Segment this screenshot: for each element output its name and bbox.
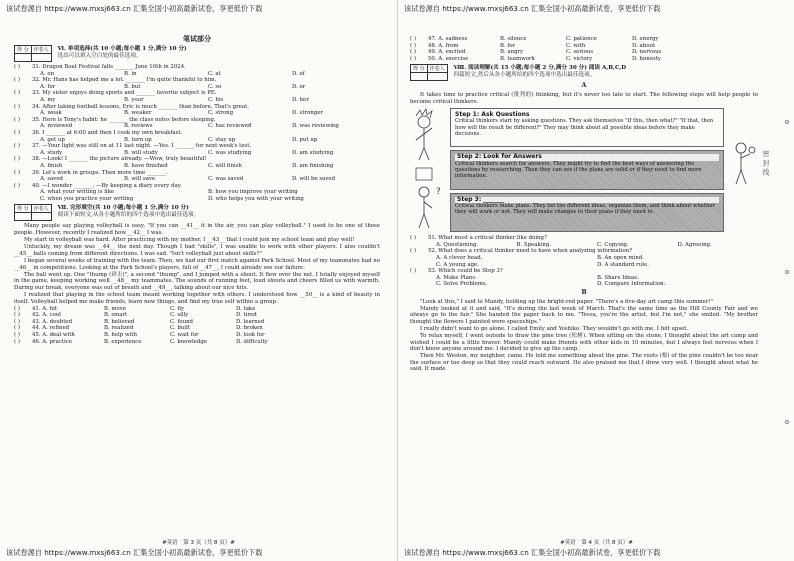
question-options [14,123,380,130]
option-choice[interactable]: B. weaker [124,110,152,117]
question-options [14,176,380,183]
section-8-title: Ⅷ. 阅读理解(共 15 小题;每小题 2 分,满分 30 分) 阅读 A,B,C,D 四篇短文,然后从各小题所给的四个选项中选出最佳选项。 [453,65,627,79]
option-choice[interactable]: A. weak [40,110,62,117]
grader-label: 评卷人 [427,65,447,73]
question-options [14,196,380,203]
answer-blank[interactable]: ( ) [14,182,20,189]
option-choice[interactable]: A. Questioning. [436,241,479,248]
option-choice[interactable]: B. silence [500,36,527,42]
option-choice[interactable]: A. Make Plans. [436,274,477,281]
grader-blank[interactable] [31,213,51,221]
answer-blank[interactable]: ( ) [410,55,416,62]
question-stem: ( ) 37. —Your light was still on at 11 last night. —Yes. I _______ for next week's test. [14,143,252,150]
option-choice[interactable]: C. fly [170,305,185,312]
passage-b-letter: B [581,288,587,296]
question-stem: ( ) 31. Dragon Boat Festival falls _______ June 10th in 2024. [14,64,186,70]
source-watermark-top-right: 该试卷源自 https://www.mxsj663.cn 汇集全国小初高最新试卷，享更低价下载 [404,4,661,13]
section-8-subtitle: 四篇短文,然后从各小题所给的四个选项中选出最佳选项。 [453,72,596,79]
cloze-options [14,306,380,346]
option-choice[interactable]: A. finish [40,162,63,169]
step-3-text: Critical thinkers make plans. They list the different ideas, organize them, and think about whether they will work or not. They will make changes to their plans if they need to. [455,203,715,216]
option-row [14,339,380,346]
option-choice[interactable]: A. study [40,149,63,156]
option-choice[interactable]: B. smart [104,312,128,319]
cloze-paragraph: Many people say playing volleyball is easy. "If you can __41__ it in the air, you can play volleyball." I used to be one of those people. However, recently I realized how __42__ I was. [14,223,380,237]
option-choice[interactable]: D. of [292,70,305,77]
option-choice[interactable]: B. but [124,83,141,90]
question-stem: ( ) 38. —Look! I _______ the picture already. —Wow, truly beautiful! [14,156,207,163]
option-choice[interactable]: C. has reviewed [208,123,252,130]
answer-blank[interactable]: ( ) [14,77,20,84]
question-options [410,281,758,288]
answer-blank[interactable]: ( ) [14,64,20,70]
option-choice[interactable]: C. strong [208,110,234,117]
binding-hole-icon [785,120,789,124]
binding-hole-icon [785,270,789,274]
grader-blank[interactable] [427,73,447,81]
option-choice[interactable]: A. for [40,83,56,90]
question-stem: ( ) 40. —I wonder _______. —By keeping a diary every day. [14,182,182,189]
answer-blank[interactable]: ( ) [14,103,20,110]
option-row [410,49,758,56]
passage-b-paragraph: Mandy looked at it and said, "It's during the last week of March. That's the same time as the Hill County Fair and we always go to the fair." She handed the paper back to me. "Tessa, you're the artist, but I'm not," she smiled. "My brother thought the flowers I painted were spaceships." [410,305,758,325]
option-choice[interactable]: A. saved [40,176,63,183]
option-choice[interactable]: D. was reviewing [292,123,339,130]
question-options [410,242,758,249]
step-2-box [450,150,724,189]
step-3-title: Step 3: _______ [455,197,719,203]
option-choice[interactable]: D. am studying [292,149,334,156]
option-choice[interactable]: C. was studying [208,149,252,156]
step-1-title: Step 1: Ask Questions [455,111,530,119]
score-blank[interactable] [15,54,32,62]
option-choice[interactable]: B. how you improve your writing [208,189,298,196]
option-choice[interactable]: D. put up [292,136,318,143]
option-choice[interactable]: B. have finished [124,162,168,169]
option-choice[interactable]: C. was saved [208,176,244,183]
option-choice[interactable]: C. silly [170,312,189,319]
option-choice[interactable]: C. built [170,325,190,332]
option-choice[interactable]: D. her [292,96,309,103]
option-choice[interactable]: A. my [40,96,56,103]
cloze-paragraph: My start in volleyball was hard. After practicing with my mother, I __43__ that I could join my school team and play well! [24,237,355,244]
option-choice[interactable]: C. at [208,70,221,77]
question-options [14,189,380,196]
answer-blank[interactable]: ( ) [14,331,20,338]
option-choice[interactable]: C. Copying. [597,241,629,248]
option-choice[interactable]: D. Compare Information. [597,281,666,288]
section-7-header [14,204,380,221]
score-box [14,204,52,221]
option-choice[interactable]: C. serious [566,49,594,56]
option-choice[interactable]: D. honesty [632,55,661,62]
option-choice[interactable]: C. so [208,83,222,90]
question-options [14,150,380,157]
option-row [410,56,758,63]
section-6-title: Ⅵ. 单项选择(共 10 小题;每小题 1 分,满分 10 分) 选出可以填入空白处的最佳选项。 [57,46,187,59]
question-options [410,262,758,269]
binding-seam [782,0,792,561]
answer-blank[interactable]: ( ) [410,49,416,56]
option-choice[interactable]: 45. A. deal with [32,331,75,338]
option-choice[interactable]: B. experience [104,338,142,345]
option-choice[interactable]: B. turn up [124,136,152,143]
passage-b-paragraph: "Look at this," I said to Mandy, holding up the bright-red paper. "There's a five-day art camp this summer!" [420,298,714,305]
answer-blank[interactable]: ( ) [14,143,20,150]
option-choice[interactable]: B. angry [500,49,524,56]
answer-blank[interactable]: ( ) [14,325,20,332]
question-options [14,71,380,78]
passage-b-paragraph: Then Mr. Weston, my neighbor, came. He told me something about the pine. The roots (根) of the pine couldn't be too near the surface or too deep so that they could reach outward. He also praised me that I drew very well. I thought about what he said. It made [410,353,758,373]
option-choice[interactable]: D. broken [236,325,263,332]
option-row [14,306,380,313]
score-label: 得 分 [15,205,32,213]
option-row [410,43,758,50]
option-choice[interactable]: D. A standard rule. [597,261,649,268]
option-choice[interactable]: D. am finishing [292,162,334,169]
option-choice[interactable]: C. found [170,318,193,325]
section-6-header [14,45,380,62]
section-7-subtitle: 阅读下面短文,从各小题所给的四个选项中选出最佳选项。 [57,212,200,219]
cloze-paragraph: I realized that playing in the school team meant working together with others. I understood how __50__ is a kind of beauty in itself. Volleyball helped me make friends, learn new things, and find my true self within a group. [14,291,380,305]
grader-label: 评卷人 [31,205,51,213]
passage-a-questions [410,235,758,288]
thinking-girl-illustration [410,108,450,232]
option-row [14,319,380,326]
section-6-subtitle: 选出可以填入空白处的最佳选项。 [57,53,142,59]
option-choice[interactable]: 48. A. from [428,42,459,49]
option-choice[interactable]: B. for [500,42,516,49]
score-blank[interactable] [411,73,428,81]
option-choice[interactable]: A. reviewed [40,123,73,130]
option-row [410,36,758,43]
option-choice[interactable]: D. nervous [632,49,662,56]
binding-hole-icon [785,420,789,424]
option-choice[interactable]: C. will finish [208,162,242,169]
option-row [14,332,380,339]
option-choice[interactable]: 47. A. sadness [428,36,468,42]
question-stem: ( ) 36. I _______ at 6:00 and then I cook my own breakfast. [14,129,183,136]
option-choice[interactable]: 49. A. excited [428,49,466,56]
score-blank[interactable] [15,213,32,221]
option-choice[interactable]: A. on [40,70,55,77]
step-2-text: Critical thinkers search for answers. They might try to find the best ways of answering the questions by researching. Then they can see if the plans are solid or if they need to find more information. [455,160,702,180]
answer-blank[interactable]: ( ) [410,235,416,242]
cloze-paragraph: Unluckily, my dream was __44__ the next day. Though I had "skills", I was unable to work with other players. I also couldn't __45__ balls coming from different directions. I was sad. "Isn't volleyball just about skills?" [14,244,380,257]
option-choice[interactable]: B. help with [104,331,137,338]
option-choice[interactable]: C. wait for [170,331,199,338]
question-options [14,137,380,144]
step-1-text: Critical thinkers start by asking questions. They ask themselves "If this, then what?" "If that, then how will the result be different?" They may think about all possible ideas before they make decisions. [455,118,714,137]
option-choice[interactable]: D. stronger [292,110,324,117]
answer-blank[interactable]: ( ) [14,129,20,136]
option-choice[interactable]: D. learned [236,318,265,325]
option-choice[interactable]: B. will study [124,149,158,156]
source-watermark-bottom-right: 该试卷源自 https://www.mxsj663.cn 汇集全国小初高最新试卷，享更低价下载 [404,548,661,557]
question-options [410,275,758,282]
option-choice[interactable]: C. Solve Problems. [436,281,488,288]
option-choice[interactable]: A. what your writing is like [40,189,115,196]
option-choice[interactable]: 41. A. hit [32,305,57,312]
option-choice[interactable]: 46. A. practice [32,338,72,345]
answer-blank[interactable]: ( ) [14,116,20,123]
score-label: 得 分 [15,46,32,54]
source-watermark-top-left: 该试卷源自 https://www.mxsj663.cn 汇集全国小初高最新试卷，享更低价下载 [6,4,263,13]
step-boxes [450,108,724,232]
option-choice[interactable]: B. reviews [124,123,153,130]
option-choice[interactable]: C. stay up [208,136,236,143]
option-choice[interactable]: A. A clever head. [436,254,483,261]
answer-blank[interactable]: ( ) [14,90,20,97]
option-choice[interactable]: C. his [208,96,224,103]
option-choice[interactable]: D. take [236,305,256,312]
step-3-box [450,193,724,232]
passage-b-paragraph: To relax myself, I went outside to draw the pine tree (松树). When sitting on the stone, I thought about the art camp and wished I could be a little braver. Mandy could make friends with other kids in 10 minutes, but I always feel nervous when I don't know anyone around me. I decided to give up the camp. [410,332,758,353]
answer-blank[interactable]: ( ) [410,268,416,275]
question-stem: ( ) 32. Mr. Hans has helped me a lot. _______ I'm quite thankful to him. [14,77,217,84]
option-choice[interactable]: D. who helps you with your writing [208,195,304,202]
option-choice[interactable]: D. or [292,83,306,90]
answer-blank[interactable]: ( ) [14,305,20,312]
critical-thinking-figure [410,108,758,232]
score-box [410,64,448,81]
right-page-content [410,36,758,374]
option-choice[interactable]: C. when you practice your writing [40,195,134,202]
option-choice[interactable]: B. believed [104,318,135,325]
score-label: 得 分 [411,65,428,73]
cloze-passage [14,223,380,305]
step-2-title: Step 2: Look for Answers [455,154,719,160]
part-title: 笔试部分 [183,34,211,43]
question-stem: ( ) 34. After taking football lessons, Eric is much _______ than before. That's great. [14,103,249,110]
option-choice[interactable]: D. will be saved [292,176,336,183]
option-choice[interactable]: 42. A. cool [32,312,61,319]
passage-a-intro: It takes time to practice critical (批判的) thinking, but it's never too late to start. The following steps will help people to become critical thinkers. [410,91,758,105]
question-stem: ( ) 33. My sister enjoys doing sports and _______ favorite subject is PE. [14,90,217,97]
page-footer-left: #英语 第 3 页（共 8 页）# [162,540,235,546]
option-choice[interactable]: B. your [124,96,144,103]
cloze-paragraph: The ball went up. One "thump (砰击)", a second "thump", and I jumped with a shout. It flew over the net. I totally enjoyed myself in the game, keeping working well __48__ my teammates. The sounds of running feet, loud shouts and cheers filled us with warmth. During our break, everyone was out of breath and __49__, talking about our nice hits. [14,271,380,291]
question-stem: ( ) 51. What must a critical thinker like doing? [410,235,547,242]
question-options [14,84,380,91]
option-choice[interactable]: C. victory [566,55,593,62]
option-choice[interactable]: B. An open mind. [597,254,645,261]
answer-blank[interactable]: ( ) [14,338,20,345]
option-choice[interactable]: C. knowledge [170,338,207,345]
option-choice[interactable]: D. Agreeing. [677,241,712,248]
answer-blank[interactable]: ( ) [14,156,20,163]
answer-blank[interactable]: ( ) [14,169,20,176]
option-choice[interactable]: C. A young age. [436,261,479,268]
option-choice[interactable]: D. difficulty [236,338,268,345]
question-options [14,110,380,117]
exam-page-right [397,0,794,561]
option-choice[interactable]: C. patience [566,36,597,42]
question-options [14,163,380,170]
option-choice[interactable]: B. teamwork [500,55,535,62]
grader-label: 评卷人 [31,46,51,54]
page-footer-right: #英语 第 4 页（共 8 页）# [560,540,633,546]
thinking-person-icon [410,108,450,232]
option-row [14,312,380,319]
option-choice[interactable]: D. about [632,42,656,49]
question-options [410,255,758,262]
section-6-questions [14,64,380,202]
option-choice[interactable]: 43. A. doubted [32,318,73,325]
source-watermark-bottom-left: 该试卷源自 https://www.mxsj663.cn 汇集全国小初高最新试卷，享更低价下载 [6,548,263,557]
seal-line-label: 密 封 线 [762,150,770,176]
option-choice[interactable]: A. get up [40,136,65,143]
option-choice[interactable]: B. move [104,305,126,312]
answer-blank[interactable]: ( ) [410,248,416,255]
option-row [14,325,380,332]
option-choice[interactable]: D. tired [236,312,257,319]
option-choice[interactable]: B. realized [104,325,134,332]
question-stem: ( ) 53. Which could be Step 3? [410,268,503,275]
option-choice[interactable]: B. will save [124,176,156,183]
section-8-header [410,64,758,81]
option-choice[interactable]: B. in [124,70,137,77]
option-choice[interactable]: C. with [566,42,586,49]
answer-blank[interactable]: ( ) [14,312,20,319]
passage-b-text [410,299,758,374]
option-choice[interactable]: B. Share Ideas. [597,274,639,281]
passage-b-paragraph: I really didn't want to go alone. I called Emily and Yoshiko. They wouldn't go with me. I felt upset. [420,325,689,332]
question-stem: ( ) 39. Let's work in groups. Then more time _______. [14,169,168,176]
score-box [14,45,52,62]
answer-blank[interactable]: ( ) [14,318,20,325]
option-choice[interactable]: 44. A. refined [32,325,70,332]
grader-blank[interactable] [31,54,51,62]
cloze-paragraph: I began several weeks of training with the team. Then, we had our first match against Park School. Most of my teammates had no __46__ in competitions. Looking at the Park School's players, full of __47__, I could already see our failure. [14,257,380,271]
cloze-options-continued [410,36,758,62]
option-choice[interactable]: D. energy [632,36,659,42]
answer-blank[interactable]: ( ) [410,36,416,42]
section-7-title: Ⅶ. 完形填空(共 10 小题;每小题 1 分,满分 10 分) 阅读下面短文,从各小题所给的四个选项中选出最佳选项。 [57,205,200,219]
svg-text:?: ? [436,187,441,198]
answer-blank[interactable]: ( ) [410,42,416,49]
passage-a-letter: A [581,82,587,90]
question-stem: ( ) 35. Here is Tony's habit: he _______ the class notes before sleeping. [14,116,216,123]
left-page-content [14,34,380,345]
question-stem: ( ) 52. What does a critical thinker need to have when analyzing information? [410,248,633,255]
step-1-box [450,108,724,147]
question-options [14,97,380,104]
option-choice[interactable]: 50. A. exercise [428,55,469,62]
option-choice[interactable]: D. look for [236,331,265,338]
option-choice[interactable]: B. Speaking. [516,241,552,248]
